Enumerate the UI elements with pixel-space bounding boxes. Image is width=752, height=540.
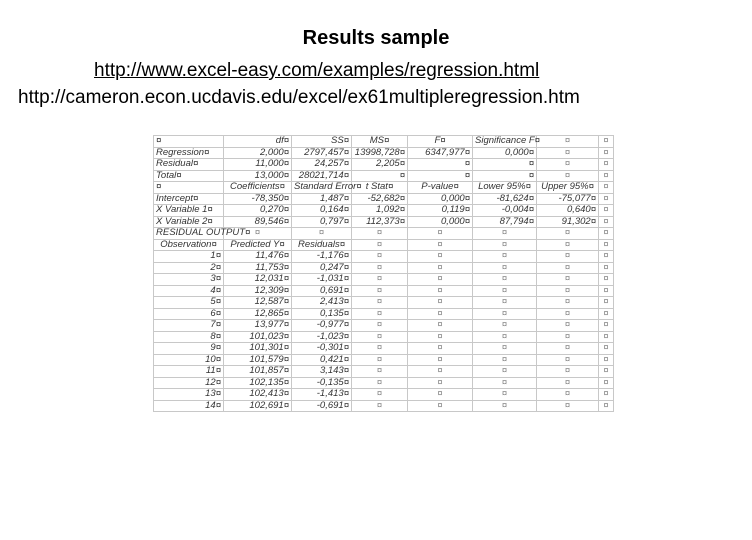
sheet-cell: ¤ (408, 228, 473, 240)
sheet-cell: ¤ (352, 320, 408, 332)
sheet-cell: 4¤ (154, 285, 224, 297)
sheet-cell: ¤ (537, 274, 599, 286)
residual-row (154, 377, 614, 389)
excel-easy-link[interactable]: http://www.excel-easy.com/examples/regression.html (94, 60, 540, 81)
sheet-cell: ¤ (599, 343, 614, 355)
sheet-cell: ¤ (537, 239, 599, 251)
sheet-cell: ¤ (599, 170, 614, 182)
sheet-cell: MS¤ (352, 136, 408, 148)
sheet-cell: ¤ (292, 228, 352, 240)
sheet-cell: Residuals¤ (292, 239, 352, 251)
sheet-cell: 101,579¤ (224, 354, 292, 366)
coef-header-row (154, 182, 614, 194)
residual-header-row (154, 239, 614, 251)
sheet-cell: ¤ (537, 308, 599, 320)
sheet-cell: ¤ (408, 297, 473, 309)
sheet-cell: Total¤ (154, 170, 224, 182)
sheet-cell: ¤ (537, 331, 599, 343)
sheet-cell: ¤ (599, 262, 614, 274)
sheet-cell: ¤ (537, 228, 599, 240)
sheet-cell: ¤ (537, 400, 599, 412)
sheet-cell: 1¤ (154, 251, 224, 263)
anova-row (154, 147, 614, 159)
sheet-cell: -52,682¤ (352, 193, 408, 205)
sheet-cell: ¤ (352, 285, 408, 297)
sheet-cell: RESIDUAL OUTPUT¤ (154, 228, 224, 240)
sheet-cell: ¤ (408, 366, 473, 378)
sheet-cell: ¤ (473, 239, 537, 251)
sheet-cell: ¤ (599, 354, 614, 366)
sheet-cell: ¤ (537, 170, 599, 182)
regression-output-sheet (153, 135, 613, 498)
sheet-cell: ¤ (473, 170, 537, 182)
sheet-cell: ¤ (473, 389, 537, 401)
sheet-cell: -0,977¤ (292, 320, 352, 332)
sheet-cell: ¤ (473, 262, 537, 274)
sheet-cell: -1,413¤ (292, 389, 352, 401)
sheet-cell: -78,350¤ (224, 193, 292, 205)
sheet-cell: ¤ (599, 389, 614, 401)
sheet-cell: ¤ (473, 274, 537, 286)
sheet-cell: ¤ (352, 274, 408, 286)
sheet-cell: ¤ (599, 400, 614, 412)
sheet-cell: 12¤ (154, 377, 224, 389)
sheet-cell: 28021,714¤ (292, 170, 352, 182)
sheet-cell: 2797,457¤ (292, 147, 352, 159)
sheet-cell: ¤ (473, 228, 537, 240)
sheet-cell: ¤ (352, 239, 408, 251)
sheet-cell: -0,301¤ (292, 343, 352, 355)
residual-row (154, 308, 614, 320)
sheet-cell: ¤ (599, 331, 614, 343)
sheet-cell: ¤ (599, 274, 614, 286)
sheet-cell: 102,135¤ (224, 377, 292, 389)
residual-row (154, 262, 614, 274)
sheet-cell: 0,135¤ (292, 308, 352, 320)
residual-row (154, 297, 614, 309)
sheet-cell: ¤ (473, 285, 537, 297)
sheet-cell: 2¤ (154, 262, 224, 274)
coef-row (154, 216, 614, 228)
sheet-cell: F¤ (408, 136, 473, 148)
sheet-cell: ¤ (473, 297, 537, 309)
sheet-cell: df¤ (224, 136, 292, 148)
sheet-cell: ¤ (537, 147, 599, 159)
sheet-cell: ¤ (473, 343, 537, 355)
sheet-cell: -0,691¤ (292, 400, 352, 412)
sheet-cell: 0,421¤ (292, 354, 352, 366)
sheet-cell: -0,004¤ (473, 205, 537, 217)
sheet-cell: ¤ (352, 262, 408, 274)
sheet-cell: -81,624¤ (473, 193, 537, 205)
sheet-cell: 102,691¤ (224, 400, 292, 412)
sheet-cell: ¤ (408, 274, 473, 286)
sheet-cell: 89,546¤ (224, 216, 292, 228)
sheet-cell: 3¤ (154, 274, 224, 286)
sheet-cell: 8¤ (154, 331, 224, 343)
anova-row (154, 159, 614, 171)
sheet-cell: ¤ (473, 251, 537, 263)
sheet-cell: ¤ (599, 377, 614, 389)
sheet-cell: ¤ (473, 354, 537, 366)
sheet-cell: ¤ (352, 366, 408, 378)
sheet-cell: ¤ (537, 343, 599, 355)
sheet-cell: ¤ (599, 182, 614, 194)
sheet-cell: 0,000¤ (408, 216, 473, 228)
sheet-cell: 9¤ (154, 343, 224, 355)
sheet-cell: Significance F¤ (473, 136, 537, 148)
sheet-cell: ¤ (599, 216, 614, 228)
sheet-cell: 0,000¤ (473, 147, 537, 159)
sheet-cell: 13,977¤ (224, 320, 292, 332)
sheet-cell: ¤ (537, 251, 599, 263)
sheet-cell: ¤ (352, 354, 408, 366)
sheet-cell: X Variable 2¤ (154, 216, 224, 228)
sheet-cell: -1,176¤ (292, 251, 352, 263)
sheet-cell: ¤ (408, 308, 473, 320)
sheet-cell: 87,794¤ (473, 216, 537, 228)
sheet-cell: 11,000¤ (224, 159, 292, 171)
residual-row (154, 320, 614, 332)
coef-row (154, 193, 614, 205)
sheet-cell: ¤ (537, 136, 599, 148)
sheet-cell: ¤ (473, 377, 537, 389)
sheet-cell: ¤ (408, 159, 473, 171)
sheet-cell: -1,031¤ (292, 274, 352, 286)
sheet-cell: ¤ (352, 170, 408, 182)
sheet-cell: 101,857¤ (224, 366, 292, 378)
sheet-cell: 0,164¤ (292, 205, 352, 217)
ucdavis-link[interactable]: http://cameron.econ.ucdavis.edu/excel/ex61multipleregression.htm (18, 87, 580, 108)
sheet-cell: ¤ (408, 389, 473, 401)
regression-table (153, 135, 614, 412)
sheet-cell: ¤ (154, 182, 224, 194)
sheet-cell: 0,691¤ (292, 285, 352, 297)
anova-row (154, 170, 614, 182)
sheet-cell: 12,865¤ (224, 308, 292, 320)
sheet-cell: 0,270¤ (224, 205, 292, 217)
sheet-cell: 101,301¤ (224, 343, 292, 355)
sheet-cell: ¤ (352, 251, 408, 263)
sheet-cell: ¤ (408, 251, 473, 263)
sheet-cell: ¤ (599, 366, 614, 378)
sheet-cell: ¤ (408, 262, 473, 274)
sheet-cell: ¤ (473, 159, 537, 171)
sheet-cell: 1,092¤ (352, 205, 408, 217)
sheet-cell: ¤ (154, 136, 224, 148)
residual-row (154, 331, 614, 343)
sheet-cell: ¤ (599, 239, 614, 251)
sheet-cell: ¤ (599, 251, 614, 263)
sheet-cell: ¤ (408, 285, 473, 297)
residual-row (154, 354, 614, 366)
sheet-cell: ¤ (473, 366, 537, 378)
sheet-cell: ¤ (599, 136, 614, 148)
sheet-cell: ¤ (473, 308, 537, 320)
slide-title: Results sample (302, 27, 450, 49)
sheet-cell: Predicted Y¤ (224, 239, 292, 251)
sheet-cell: ¤ (408, 354, 473, 366)
coef-row (154, 205, 614, 217)
sheet-cell: 0,640¤ (537, 205, 599, 217)
sheet-cell: ¤ (408, 331, 473, 343)
sheet-cell: 6347,977¤ (408, 147, 473, 159)
sheet-cell: 2,000¤ (224, 147, 292, 159)
sheet-cell: Regression¤ (154, 147, 224, 159)
sheet-cell: ¤ (599, 285, 614, 297)
sheet-cell: 12,309¤ (224, 285, 292, 297)
sheet-cell: ¤ (408, 343, 473, 355)
sheet-cell: ¤ (352, 400, 408, 412)
sheet-cell: 13998,728¤ (352, 147, 408, 159)
sheet-cell: 24,257¤ (292, 159, 352, 171)
sheet-cell: Upper 95%¤ (537, 182, 599, 194)
residual-row (154, 251, 614, 263)
sheet-cell: t Stat¤ (352, 182, 408, 194)
sheet-cell: -0,135¤ (292, 377, 352, 389)
sheet-cell: 2,205¤ (352, 159, 408, 171)
sheet-cell: -75,077¤ (537, 193, 599, 205)
sheet-cell: 11,476¤ (224, 251, 292, 263)
sheet-cell: 2,413¤ (292, 297, 352, 309)
sheet-cell: ¤ (537, 320, 599, 332)
sheet-cell: Lower 95%¤ (473, 182, 537, 194)
sheet-cell: SS¤ (292, 136, 352, 148)
sheet-cell: ¤ (599, 228, 614, 240)
residual-row (154, 274, 614, 286)
sheet-cell: Intercept¤ (154, 193, 224, 205)
residual-row (154, 400, 614, 412)
sheet-cell: 102,413¤ (224, 389, 292, 401)
sheet-cell: ¤ (352, 389, 408, 401)
sheet-cell: ¤ (352, 343, 408, 355)
sheet-cell: ¤ (537, 159, 599, 171)
sheet-cell: ¤ (473, 331, 537, 343)
sheet-cell: 7¤ (154, 320, 224, 332)
sheet-cell: ¤ (408, 320, 473, 332)
sheet-cell: 13¤ (154, 389, 224, 401)
sheet-cell: 12,031¤ (224, 274, 292, 286)
sheet-cell: 13,000¤ (224, 170, 292, 182)
sheet-cell: ¤ (473, 400, 537, 412)
sheet-cell: 11,753¤ (224, 262, 292, 274)
sheet-cell: ¤ (352, 377, 408, 389)
sheet-cell: ¤ (599, 308, 614, 320)
sheet-cell: ¤ (537, 354, 599, 366)
sheet-cell: 6¤ (154, 308, 224, 320)
sheet-cell: 0,247¤ (292, 262, 352, 274)
sheet-cell: 101,023¤ (224, 331, 292, 343)
sheet-cell: ¤ (537, 262, 599, 274)
sheet-cell: ¤ (473, 320, 537, 332)
residual-row (154, 389, 614, 401)
anova-header-row (154, 136, 614, 148)
sheet-cell: ¤ (408, 170, 473, 182)
sheet-cell: 0,000¤ (408, 193, 473, 205)
sheet-cell: ¤ (599, 205, 614, 217)
sheet-cell: ¤ (599, 193, 614, 205)
sheet-cell: 11¤ (154, 366, 224, 378)
sheet-cell: Standard Error¤ (292, 182, 352, 194)
sheet-cell: ¤ (537, 389, 599, 401)
residual-row (154, 366, 614, 378)
sheet-cell: 112,373¤ (352, 216, 408, 228)
sheet-cell: 91,302¤ (537, 216, 599, 228)
sheet-cell: 0,119¤ (408, 205, 473, 217)
sheet-cell: ¤ (537, 285, 599, 297)
sheet-cell: ¤ (537, 297, 599, 309)
sheet-cell: X Variable 1¤ (154, 205, 224, 217)
sheet-cell: ¤ (537, 377, 599, 389)
sheet-cell: 3,143¤ (292, 366, 352, 378)
sheet-cell: ¤ (599, 297, 614, 309)
sheet-cell: ¤ (352, 331, 408, 343)
sheet-cell: ¤ (408, 239, 473, 251)
sheet-cell: 14¤ (154, 400, 224, 412)
sheet-cell: ¤ (408, 377, 473, 389)
sheet-cell: 5¤ (154, 297, 224, 309)
sheet-cell: Observation¤ (154, 239, 224, 251)
sheet-cell: ¤ (352, 297, 408, 309)
sheet-cell: 1,487¤ (292, 193, 352, 205)
sheet-cell: Residual¤ (154, 159, 224, 171)
sheet-cell: 12,587¤ (224, 297, 292, 309)
sheet-cell: ¤ (352, 228, 408, 240)
sheet-cell: ¤ (408, 400, 473, 412)
sheet-cell: -1,023¤ (292, 331, 352, 343)
sheet-cell: ¤ (599, 320, 614, 332)
sheet-cell: P-value¤ (408, 182, 473, 194)
sheet-cell: Coefficients¤ (224, 182, 292, 194)
sheet-cell: 10¤ (154, 354, 224, 366)
sheet-cell: 0,797¤ (292, 216, 352, 228)
sheet-cell: ¤ (352, 308, 408, 320)
sheet-cell: ¤ (537, 366, 599, 378)
residual-row (154, 343, 614, 355)
residual-row (154, 285, 614, 297)
sheet-cell: ¤ (599, 159, 614, 171)
sheet-cell: ¤ (224, 228, 292, 240)
residual-title-row (154, 228, 614, 240)
sheet-cell: ¤ (599, 147, 614, 159)
